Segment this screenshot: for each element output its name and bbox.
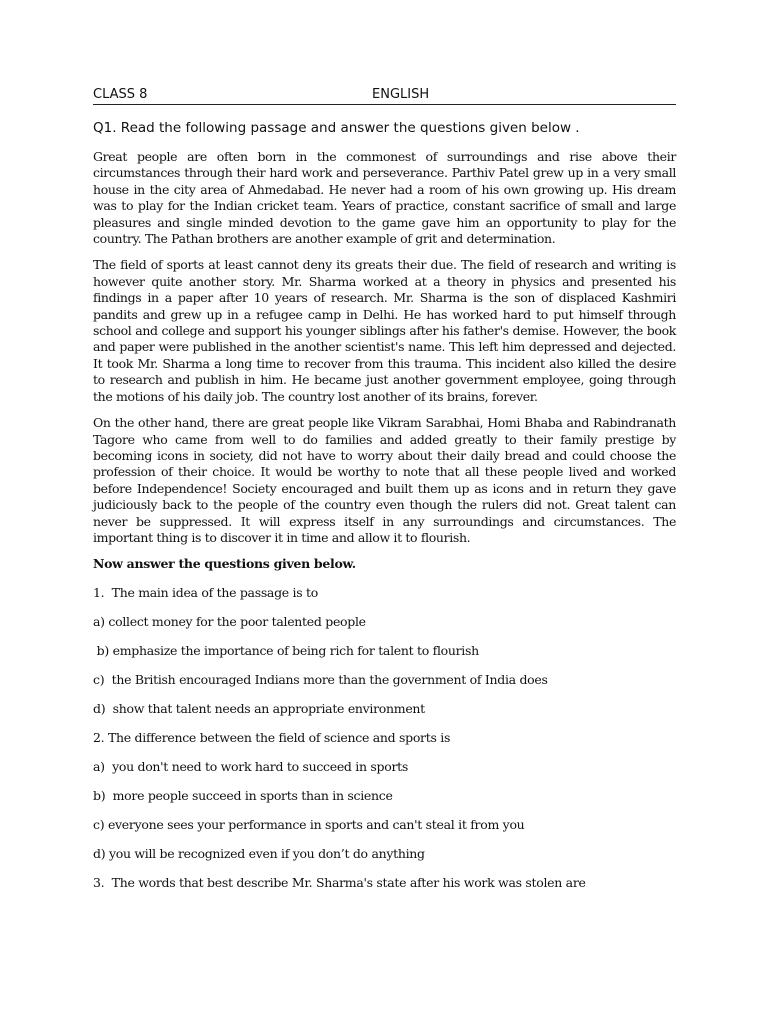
passage [93, 149, 676, 546]
question-1-option-a: a) collect money for the poor talented people [93, 614, 366, 630]
question-3: 3. The words that best describe Mr. Sharma's state after his work was stolen are [93, 875, 586, 891]
question-2-option-c: c) everyone sees your performance in sports and can't steal it from you [93, 817, 525, 833]
questions-list [93, 584, 676, 892]
question-title: Q1. Read the following passage and answer the questions given below . [93, 120, 580, 136]
question-2-option-b: b) more people succeed in sports than in science [93, 788, 393, 804]
subject-label: ENGLISH [372, 87, 430, 102]
question-2-option-a: a) you don't need to work hard to succeed in sports [93, 759, 408, 775]
question-1-option-c: c) the British encouraged Indians more than the government of India does [93, 672, 548, 688]
page-header [93, 86, 676, 105]
question-1-option-d: d) show that talent needs an appropriate environment [93, 701, 425, 717]
question-2-option-d: d) you will be recognized even if you don’t do anything [93, 846, 425, 862]
passage-paragraph-2: The field of sports at least cannot deny its greats their due. The field of research and writing is however quite another story. Mr. Sharma worked at a theory in physics and presented his findings in a paper after 10 years of research. Mr. Sharma is the son of displaced Kashmiri pandits and grew up in a refugee camp in Delhi. He has worked hard to put himself through school and college and support his younger siblings after his father's demise. However, the book and paper were published in the another scientist's name. This left him depressed and dejected. It took Mr. Sharma a long time to recover from this trauma. This incident also killed the desire to research and publish in him. He became just another government employee, going through the motions of his daily job. The country lost another of its brains, forever. [93, 257, 676, 404]
questions-instruction: Now answer the questions given below. [93, 556, 356, 572]
document-page [93, 86, 676, 892]
question-1-option-b: b) emphasize the importance of being rich for talent to flourish [93, 643, 479, 659]
question-1: 1. The main idea of the passage is to [93, 585, 318, 601]
passage-paragraph-3: On the other hand, there are great people like Vikram Sarabhai, Homi Bhaba and Rabindranath Tagore who came from well to do families and added greatly to their family prestige by becoming icons in society, did not have to worry about their daily bread and could choose the profession of their choice. It would be worthy to note that all these people lived and worked before Independence! Society encouraged and built them up as icons and in return they gave judiciously back to the people of the country even though the rulers did not. Great talent can never be suppressed. It will express itself in any surroundings and circumstances. The important thing is to discover it in time and allow it to flourish. [93, 415, 676, 545]
class-label: CLASS 8 [93, 87, 148, 102]
question-2: 2. The difference between the field of science and sports is [93, 730, 451, 746]
passage-paragraph-1: Great people are often born in the commonest of surroundings and rise above their circumstances through their hard work and perseverance. Parthiv Patel grew up in a very small house in the city area of Ahmedabad. He never had a room of his own growing up. His dream was to play for the Indian cricket team. Years of practice, constant sacrifice of small and large pleasures and single minded devotion to the game gave him an opportunity to play for the country. The Pathan brothers are another example of grit and determination. [93, 149, 676, 247]
